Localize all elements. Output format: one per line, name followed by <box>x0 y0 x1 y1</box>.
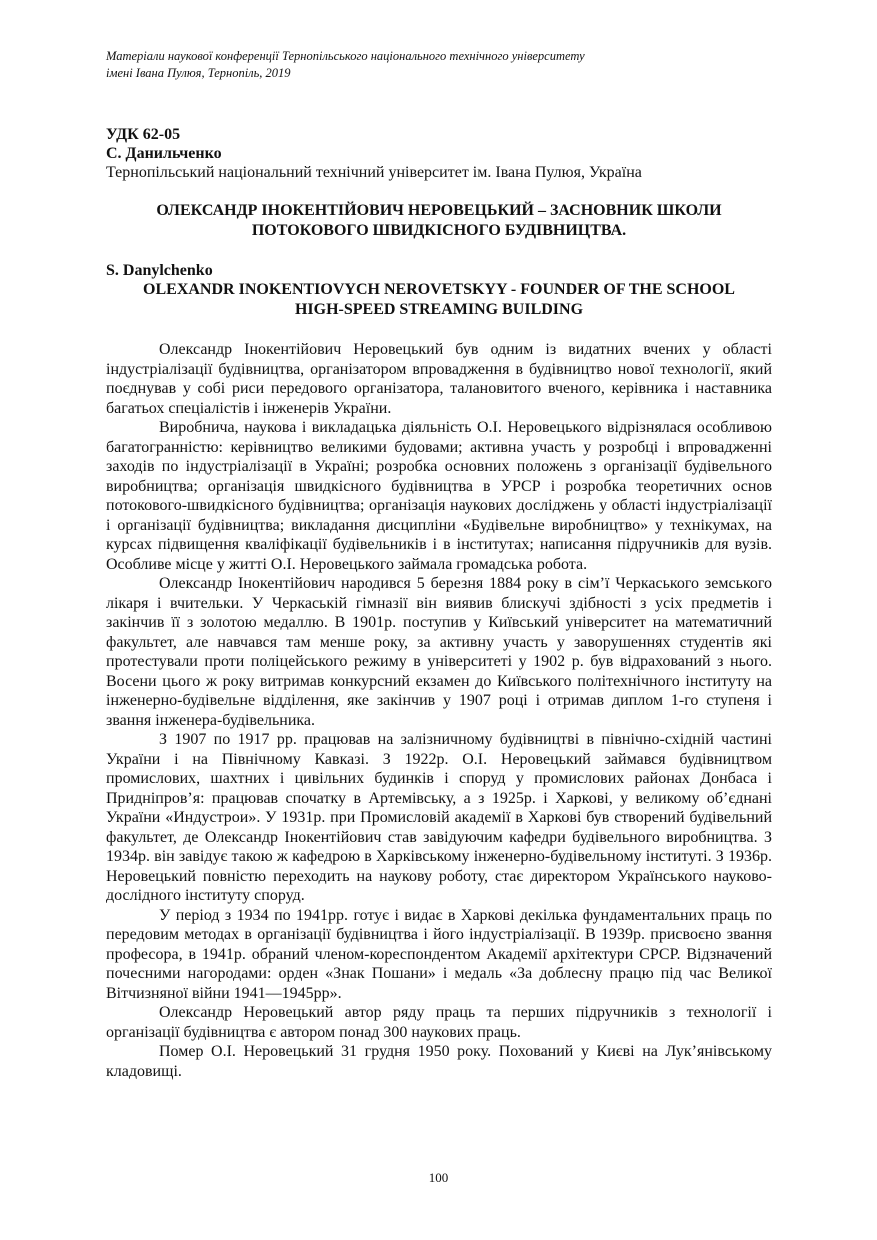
title-ua-line-1: ОЛЕКСАНДР ІНОКЕНТІЙОВИЧ НЕРОВЕЦЬКИЙ – ЗАСНОВНИК ШКОЛИ <box>156 202 722 219</box>
paragraph-3: Олександр Інокентійович народився 5 березня 1884 року в сім’ї Черкаського земського лікаря і вчительки. У Черкаській гімназії він виявив блискучі здібності з усіх предметів і закінчив її з золотою медаллю. В 1901р. поступив у Київський університет на математичний факультет, але навчався там менше року, за активну участь у заворушеннях студентів які протестували проти поліцейського режиму в університеті у 1902 р. був відрахований з нього. Восени цього ж року витримав конкурсний екзамен до Київського політехнічного інституту на інженерно-будівельне відділення, яке закінчив у 1907 році і отримав диплом 1-го ступеня і звання інженера-будівельника. <box>106 575 772 729</box>
udk-code: УДК 62-05 <box>106 126 181 143</box>
title-ua-line-2: ПОТОКОВОГО ШВИДКІСНОГО БУДІВНИЦТВА. <box>251 222 627 239</box>
affiliation: Тернопільський національний технічний університет ім. Івана Пулюя, Україна <box>106 164 642 181</box>
page-number: 100 <box>428 1170 449 1185</box>
header-line-1: Матеріали наукової конференції Тернопільського національного технічного університету <box>106 49 585 63</box>
paper-page <box>106 48 772 1081</box>
paragraph-1: Олександр Інокентійович Неровецький був одним із видатних вчених у області індустріалізації будівництва, організатором впровадження в будівництво нової технології, який поєднував у собі риси передового організатора, талановитого вченого, керівника і наставника багатьох спеціалістів і інженерів України. <box>106 341 772 417</box>
paragraph-2: Виробнича, наукова і викладацька діяльність О.І. Неровецького відрізнялася особливою багатогранністю: керівництво великими будовами; активна участь у розробці і впровадженні заходів по індустріалізації в Україні; розробка основних положень з організації будівельного виробництва; організація швидкісного будівництва в УРСР і розробка теоретичних основ потокового-швидкісного будівництва; організація наукових досліджень у області індустріалізації і організації будівництва; викладання дисципліни «Будівельне виробництво» у технікумах, на курсах підвищення кваліфікації будівельників і в інститутах; написання підручників для вузів. Особливе місце у житті О.І. Неровецького займала громадська робота. <box>106 419 772 573</box>
title-en-line-1: OLEXANDR INOKENTIOVYCH NEROVETSKYY - FOUNDER OF THE SCHOOL <box>143 281 735 298</box>
paragraph-7: Помер О.І. Неровецький 31 грудня 1950 року. Похований у Києві на Лук’янівському кладовищі. <box>106 1043 772 1080</box>
author-en: S. Danylchenko <box>106 262 213 279</box>
article-body <box>106 340 772 1081</box>
conference-header <box>106 48 772 82</box>
author-ua: С. Данильченко <box>106 145 222 162</box>
title-en-line-2: HIGH-SPEED STREAMING BUILDING <box>294 301 584 318</box>
paragraph-6: Олександр Неровецький автор ряду праць та перших підручників з технології і організації будівництва є автором понад 300 наукових праць. <box>106 1004 772 1041</box>
paragraph-5: У період з 1934 по 1941рр. готує і видає в Харкові декілька фундаментальних праць по передовим методах в організації будівництва і його індустріалізації. В 1939р. присвоєно звання професора, в 1941р. обраний членом-кореспондентом Академії архітектури СРСР. Відзначений почесними нагородами: орден «Знак Пошани» і медаль «За доблесну працю під час Великої Вітчизняної війни 1941—1945рр». <box>106 906 772 1002</box>
title-ua <box>106 201 772 241</box>
title-en <box>106 280 772 320</box>
paragraph-4: З 1907 по 1917 рр. працював на залізничному будівництві в північно-східній частині України і на Північному Кавказі. З 1922р. О.І. Неровецький займався будівництвом промислових, шахтних і цивільних будинків і споруд у промислових районах Донбаса і Придніпров’я: працював спочатку в Артемівську, а з 1925р. і Харкові, у великому об’єднані України «Индустрои». У 1931р. при Промисловій академії в Харкові був створений будівельний факультет, де Олександр Інокентійович став завідуючим кафедри будівельного виробництва. З 1934р. він завідує такою ж кафедрою в Харківському інженерно-будівельному інституті. З 1936р. Неровецький повністю переходить на наукову роботу, стає директором Українського науково-дослідного інституту споруд. <box>106 731 772 904</box>
header-line-2: імені Івана Пулюя, Тернопіль, 2019 <box>106 66 291 80</box>
